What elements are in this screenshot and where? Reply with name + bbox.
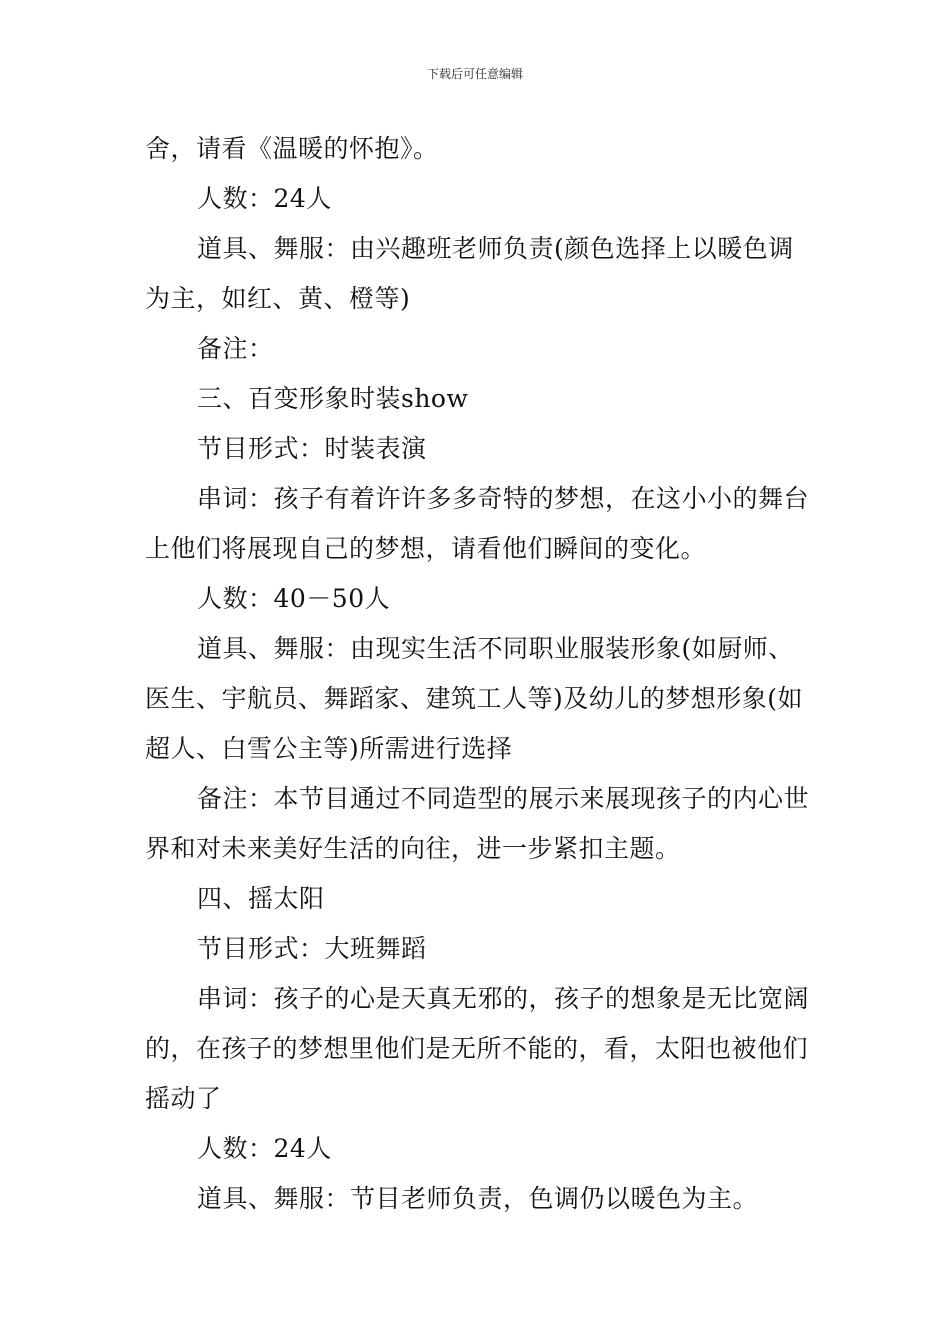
paragraph-13: 串词：孩子的心是天真无邪的，孩子的想象是无比宽阔的，在孩子的梦想里他们是无所不能的，看，太阳也被他们摇动了 bbox=[145, 984, 810, 1113]
paragraph-2: 人数：24人 bbox=[197, 184, 332, 213]
section-heading-4: 四、摇太阳 bbox=[197, 884, 325, 913]
section-heading-3: 三、百变形象时装show bbox=[197, 384, 469, 413]
paragraph-12: 节目形式：大班舞蹈 bbox=[197, 934, 427, 963]
document-body bbox=[145, 124, 810, 1224]
paragraph-14: 人数：24人 bbox=[197, 1134, 332, 1163]
paragraph-15: 道具、舞服：节目老师负责，色调仍以暖色为主。 bbox=[197, 1184, 759, 1213]
paragraph-8: 人数：40－50人 bbox=[197, 584, 391, 613]
paragraph-3: 道具、舞服：由兴趣班老师负责(颜色选择上以暖色调为主，如红、黄、橙等) bbox=[145, 234, 794, 313]
paragraph-7: 串词：孩子有着许许多多奇特的梦想，在这小小的舞台上他们将展现自己的梦想，请看他们瞬间的变化。 bbox=[145, 484, 810, 563]
paragraph-6: 节目形式：时装表演 bbox=[197, 434, 427, 463]
paragraph-10: 备注：本节目通过不同造型的展示来展现孩子的内心世界和对未来美好生活的向往，进一步紧扣主题。 bbox=[145, 784, 810, 863]
paragraph-4: 备注： bbox=[197, 334, 274, 363]
page-header: 下载后可任意编辑 bbox=[426, 67, 523, 81]
paragraph-1: 舍，请看《温暖的怀抱》。 bbox=[145, 134, 439, 163]
paragraph-9: 道具、舞服：由现实生活不同职业服装形象(如厨师、医生、宇航员、舞蹈家、建筑工人等)及幼儿的梦想形象(如超人、白雪公主等)所需进行选择 bbox=[145, 634, 804, 763]
